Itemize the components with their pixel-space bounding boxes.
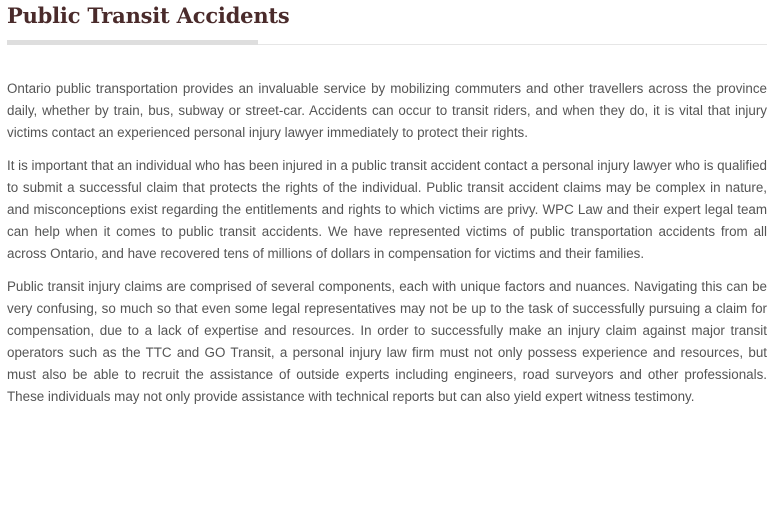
paragraph-claims: Public transit injury claims are comprised of several components, each with unique factors and nuances. Navigating this can be very confusing, so much so that even some legal representatives may not be up to the task of successfully pursuing a claim for compensation, due to a lack of expertise and resources. In order to successfully make an injury claim against major transit operators such as the TTC and GO Transit, a personal injury law firm must not only possess experience and resources, but must also be able to recruit the assistance of outside experts including engineers, road surveyors and other professionals. These individuals may not only provide assistance with technical reports but can also yield expert witness testimony. [7, 279, 767, 404]
paragraph-importance: It is important that an individual who has been injured in a public transit accident contact a personal injury lawyer who is qualified to submit a successful claim that protects the rights of the individual. Public transit accident claims may be complex in nature, and misconceptions exist regarding the entitlements and rights to which victims are privy. WPC Law and their expert legal team can help when it comes to public transit accidents. We have represented victims of public transportation accidents from all across Ontario, and have recovered tens of millions of dollars in compensation for victims and their families. [7, 158, 767, 261]
page-title: Public Transit Accidents [7, 3, 290, 28]
paragraph-intro: Ontario public transportation provides an invaluable service by mobilizing commuters and other travellers across the province daily, whether by train, bus, subway or street-car. Accidents can occur to transit riders, and when they do, it is vital that injury victims contact an experienced personal injury lawyer immediately to protect their rights. [7, 81, 767, 140]
title-underline-accent [7, 40, 258, 45]
article-body [7, 78, 767, 419]
